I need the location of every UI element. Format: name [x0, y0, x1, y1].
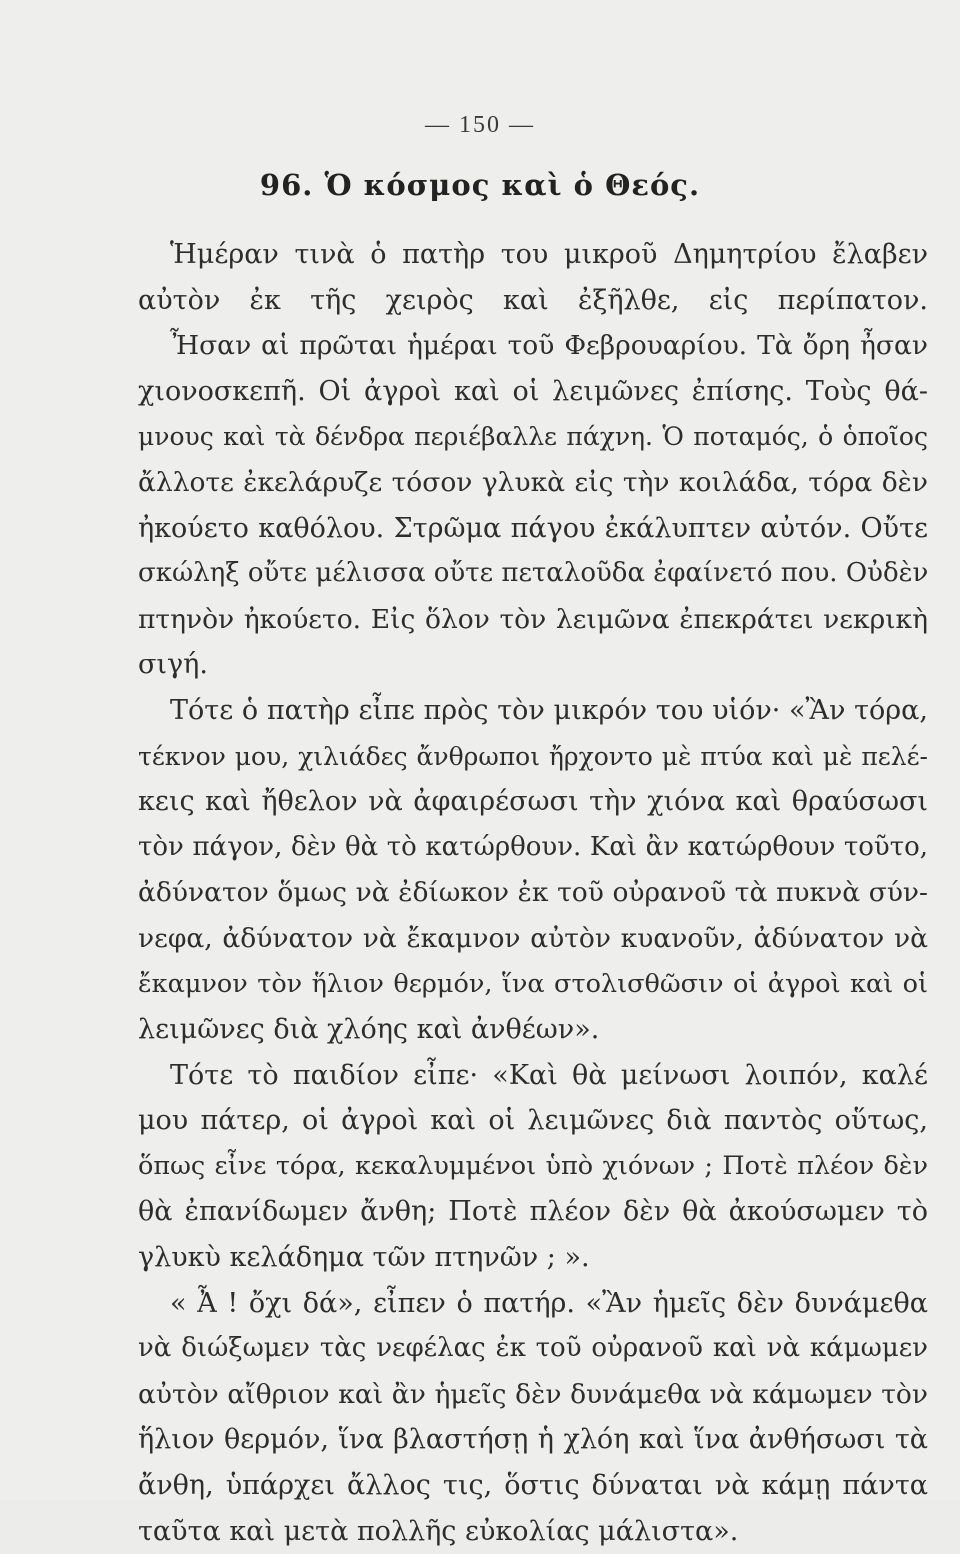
text-line: πτηνὸν ἠκούετο. Εἰς ὅλον τὸν λειμῶνα ἐπεκράτει νεκρικὴ — [138, 603, 928, 635]
text-line: ἄνθη, ὑπάρχει ἄλλος τις, ὅστις δύναται νὰ κάμῃ πάντα — [138, 1470, 928, 1502]
text-line: Τότε ὁ πατὴρ εἶπε πρὸς τὸν μικρόν του υἱόν· «Ἂν τόρα, — [170, 694, 928, 726]
text-line: τὸν πάγον, δὲν θὰ τὸ κατώρθουν. Καὶ ἂν κατώρθουν τοῦτο, — [138, 831, 928, 862]
text-line: σιγή. — [138, 649, 208, 681]
text-line: Ἦσαν αἱ πρῶται ἡμέραι τοῦ Φεβρουαρίου. Τὰ ὄρη ἦσαν — [170, 330, 928, 362]
text-line: αὐτὸν ἐκ τῆς χειρὸς καὶ ἐξῆλθε, εἰς περίπατον. — [138, 284, 928, 316]
text-line: ἀδύνατον ὅμως νὰ ἐδίωκον ἐκ τοῦ οὐρανοῦ τὰ πυκνὰ σύν- — [138, 877, 928, 909]
text-line: νὰ διώξωμεν τὰς νεφέλας ἐκ τοῦ οὐρανοῦ καὶ νὰ κάμωμεν — [138, 1333, 928, 1364]
text-line: θὰ ἐπανίδωμεν ἄνθη; Ποτὲ πλέον δὲν θὰ ἀκούσωμεν τὸ — [138, 1196, 928, 1228]
section-title: 96. Ὁ κόσμος καὶ ὁ Θεός. — [259, 168, 701, 202]
page-number: — 150 — — [425, 112, 535, 138]
text-line: μου πάτερ, οἱ ἀγροὶ καὶ οἱ λειμῶνες διὰ παντὸς οὕτως, — [138, 1105, 928, 1137]
text-line: ταῦτα καὶ μετὰ πολλῆς εὐκολίας μάλιστα». — [138, 1515, 739, 1547]
text-line: ὅπως εἶνε τόρα, κεκαλυμμένοι ὑπὸ χιόνων ; Ποτὲ πλέον δὲν — [138, 1150, 928, 1181]
text-line: λειμῶνες διὰ χλόης καὶ ἀνθέων». — [138, 1014, 600, 1046]
text-line: Ἡμέραν τινὰ ὁ πατὴρ του μικροῦ Δημητρίου ἔλαβεν — [170, 239, 928, 270]
text-line: ἔκαμνον τὸν ἥλιον θερμόν, ἵνα στολισθῶσιν οἱ ἀγροὶ καὶ οἱ — [138, 968, 928, 999]
text-line: Τότε τὸ παιδίον εἶπε· «Καὶ θὰ μείνωσι λοιπόν, καλέ — [170, 1059, 928, 1091]
text-line: ἄλλοτε ἐκελάρυζε τόσον γλυκὰ εἰς τὴν κοιλάδα, τόρα δὲν — [138, 466, 928, 498]
text-line: νεφα, ἀδύνατον νὰ ἔκαμνον αὐτὸν κυανοῦν, ἀδύνατον νὰ — [138, 922, 928, 954]
text-line: ἥλιον θερμόν, ἵνα βλαστήσῃ ἡ χλόη καὶ ἵνα ἀνθήσωσι τὰ — [138, 1424, 928, 1456]
text-line: χιονοσκεπῆ. Οἱ ἀγροὶ καὶ οἱ λειμῶνες ἐπίσης. Τοὺς θά- — [138, 375, 928, 407]
text-line: γλυκὺ κελάδημα τῶν πτηνῶν ; ». — [138, 1242, 590, 1274]
body-text — [138, 232, 928, 1554]
text-line: κεις καὶ ἤθελον νὰ ἀφαιρέσωσι τὴν χιόνα καὶ θραύσωσι — [138, 786, 928, 818]
text-line: αὐτὸν αἴθριον καὶ ἂν ἡμεῖς δὲν δυνάμεθα νὰ κάμωμεν τὸν — [138, 1378, 928, 1410]
text-line: σκώληξ οὔτε μέλισσα οὔτε πεταλοῦδα ἐφαίνετό που. Οὐδὲν — [138, 558, 928, 589]
text-line: τέκνον μου, χιλιάδες ἄνθρωποι ἤρχοντο μὲ πτύα καὶ μὲ πελέ- — [138, 741, 928, 771]
text-line: μνους καὶ τὰ δένδρα περιέβαλλε πάχνη. Ὁ ποταμός, ὁ ὁποῖος — [138, 422, 928, 452]
text-line: « Ἆ ! ὄχι δά», εἶπεν ὁ πατήρ. «Ἂν ἡμεῖς δὲν δυνάμεθα — [170, 1287, 928, 1319]
text-line: ἠκούετο καθόλου. Στρῶμα πάγου ἐκάλυπτεν αὐτόν. Οὔτε — [138, 512, 928, 544]
